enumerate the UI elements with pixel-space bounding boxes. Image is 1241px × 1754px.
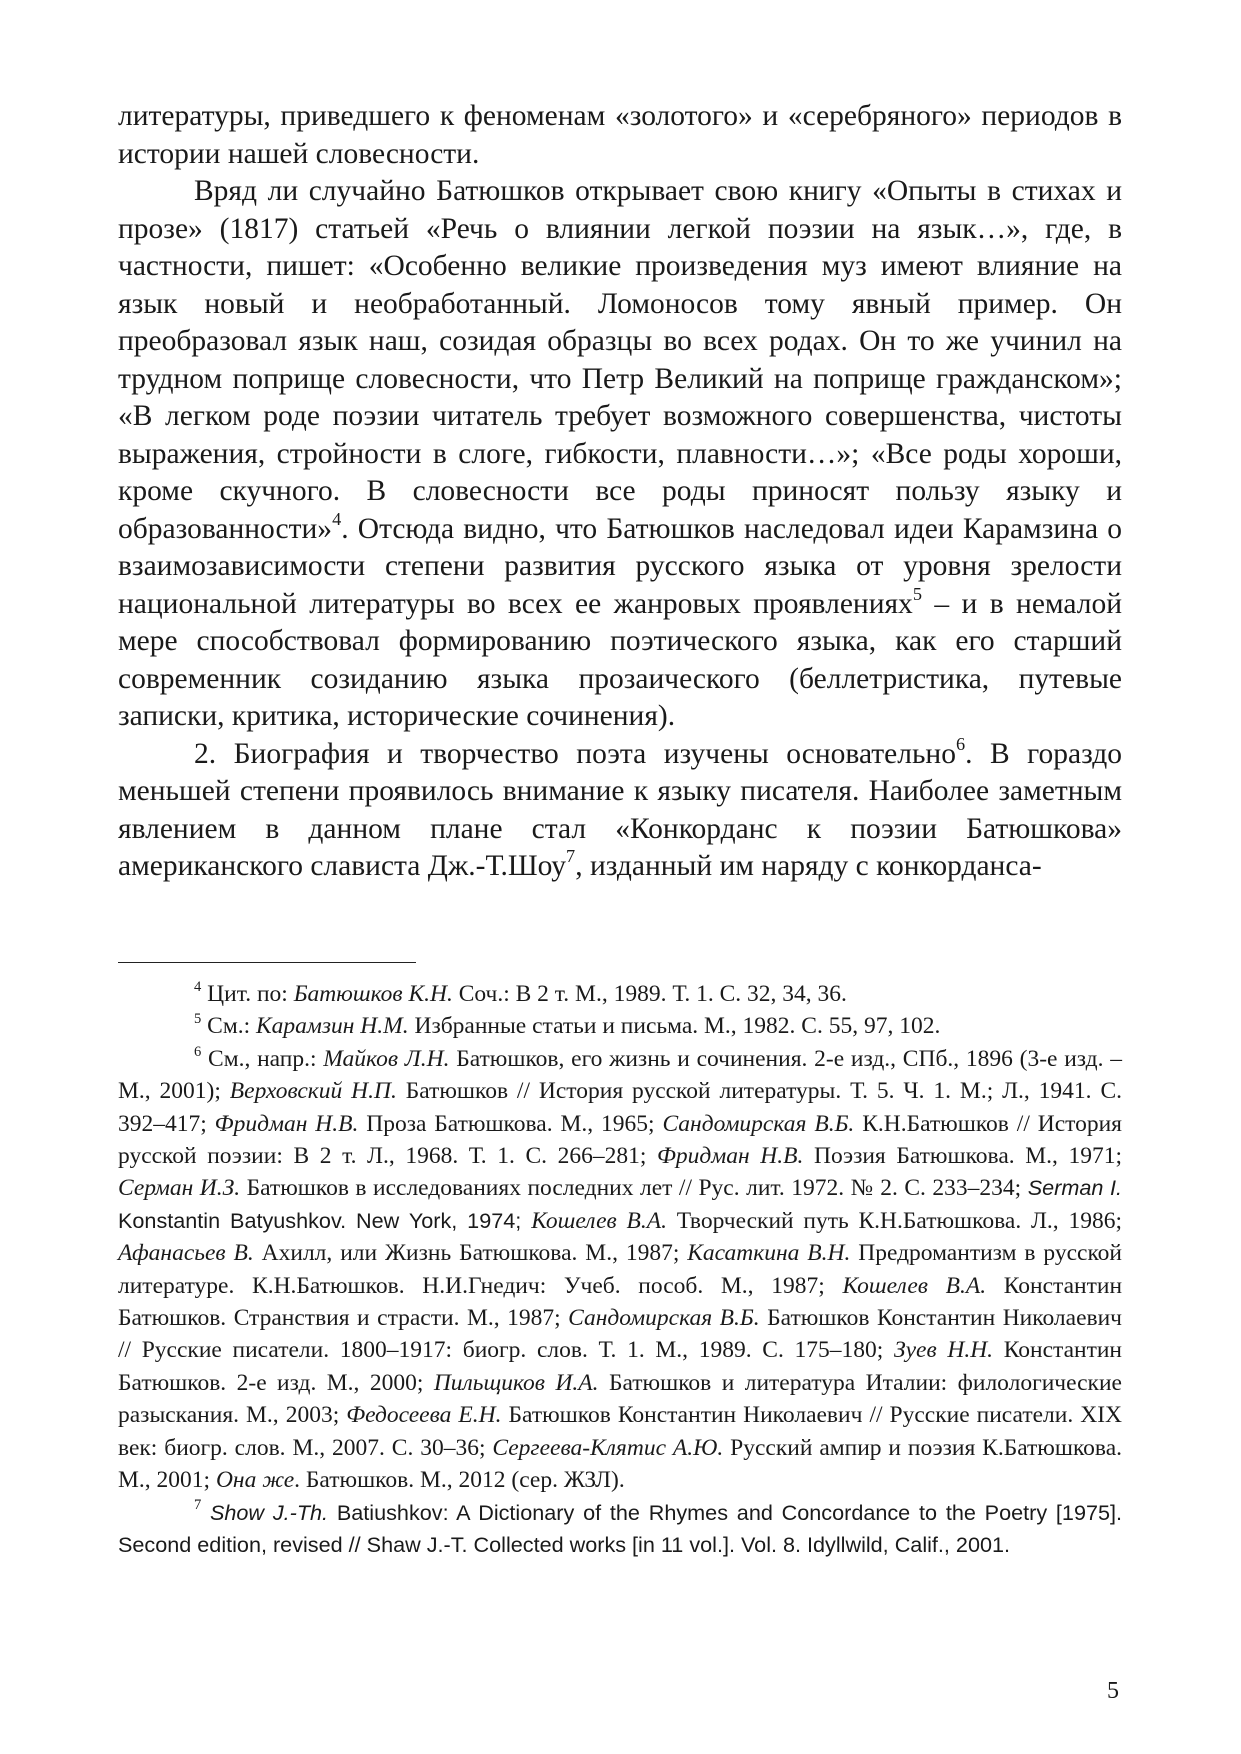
footnote-text: Батюшков, его жизнь и сочинения. 2-е изд., СПб., 1896 (3-е изд. – М., 2001); <box>118 1045 1122 1105</box>
footnote-mark: 6 <box>194 1043 202 1060</box>
footnote-author: Фридман Н.В. <box>657 1143 804 1170</box>
footnote-author: Батюшков К.Н. <box>293 981 453 1007</box>
paragraph-2-text-c: – и в немалой мере способствовал формированию поэтического языка, как его старший современник созиданию языка прозаического (беллетристика, путевые записки, критика, исторические сочинения). <box>118 587 1122 732</box>
footnote-text: Соч.: В 2 т. М., 1989. Т. 1. С. 32, 34, 36. <box>452 981 847 1007</box>
footnote-text: Константин Батюшков. 2-е изд. М., 2000; <box>118 1337 1122 1396</box>
footnote-text: Предромантизм в русской литературе. К.Н.Батюшков. Н.И.Гнедич: Учеб. пособ. М., 1987; <box>118 1240 1122 1299</box>
paragraph-3-text-c: , изданный им наряду с конкорданса- <box>575 850 1042 882</box>
footnote-author: Афанасьев В. <box>118 1240 254 1267</box>
footnote-text: Цит. по: <box>201 981 294 1007</box>
footnote-author: Кошелев В.А. <box>842 1272 987 1299</box>
paragraph-2 <box>118 173 1122 736</box>
footnote-mark: 4 <box>194 978 202 995</box>
footnote-text <box>201 1500 210 1526</box>
paragraph-3-text-a: 2. Биография и творчество поэта изучены основательно <box>194 737 956 770</box>
footnote-text: Батюшков // История русской литературы. Т. 5. Ч. 1. М.; Л., 1941. С. 392–417; <box>118 1078 1122 1137</box>
footnote-author: Верховский Н.П. <box>229 1078 397 1105</box>
footnote-text: Избранные статьи и письма. М., 1982. С. 55, 97, 102. <box>408 1013 941 1040</box>
footnote-text: Батюшков Константин Николаевич // Русские писатели. XIX век: биогр. слов. М., 2007. С. 30–36; <box>118 1402 1123 1461</box>
footnote-author: Федосеева Е.Н. <box>346 1402 502 1429</box>
paragraph-2-text-b: . Отсюда видно, что Батюшков наследовал идеи Карамзина о взаимозависимости степени развития русского языка от уровня зрелости национальной литературы во всех ее жанровых проявлениях <box>118 512 1122 620</box>
footnote-author: Кошелев В.А. <box>531 1207 667 1234</box>
footnote-6 <box>118 1043 1122 1497</box>
paragraph-1-text: литературы, приведшего к феноменам «золотого» и «серебряного» периодов в истории нашей словесности. <box>118 100 1122 170</box>
footnote-author: Серман И.З. <box>118 1175 241 1202</box>
footnote-text: Творческий путь К.Н.Батюшкова. Л., 1986; <box>666 1207 1122 1234</box>
footnote-text: Батюшков в исследованиях последних лет // Рус. лит. 1972. № 2. С. 233–234; <box>240 1175 1028 1202</box>
footnote-mark: 7 <box>194 1497 202 1514</box>
footnote-separator <box>118 962 416 963</box>
footnote-ref-7[interactable]: 7 <box>566 846 576 867</box>
footnote-ref-4[interactable]: 4 <box>332 508 342 529</box>
footnote-text: Batiushkov: A Dictionary of the Rhymes and Concordance to the Poetry [1975]. Second edition, revised // Shaw J.-T. Collected works [in 11 vol.]. Vol. 8. Idyllwild, Calif., 2001. <box>118 1499 1123 1557</box>
footnote-author: Она же <box>215 1467 295 1494</box>
footnote-ref-5[interactable]: 5 <box>912 583 922 604</box>
paragraph-2-text-a: Вряд ли случайно Батюшков открывает свою книгу «Опыты в стихах и прозе» (1817) статьей «Речь о влиянии легкой поэзии на язык…», где, в частности, пишет: «Особенно великие произведения муз имеют влияние на язык новый и необработанный. Ломоносов тому явный пример. Он преобразовал язык наш, созидая образцы во всех родах. Он то же учинил на трудном поприще словесности, что Петр Великий на поприще гражданском»; «В легком роде поэзии читатель требует возможного совершенства, чистоты выражения, стройности в слоге, гибкости, плавности…»; «Все роды хороши, кроме скучного. В словесности все роды приносят пользу языку и образованности» <box>118 175 1122 545</box>
footnotes <box>118 978 1122 1561</box>
footnote-author: Сергеева-Клятис А.Ю. <box>492 1434 724 1461</box>
footnote-7 <box>118 1497 1122 1562</box>
footnote-author: Serman I. <box>1027 1175 1122 1201</box>
paragraph-1 <box>118 98 1122 173</box>
footnote-author: Сандомирская В.Б. <box>662 1110 855 1137</box>
footnote-text: Русский ампир и поэзия К.Батюшкова. М., 2001; <box>118 1434 1123 1494</box>
footnote-text: Батюшков и литература Италии: филологические разыскания. М., 2003; <box>118 1369 1122 1429</box>
footnote-mark: 5 <box>194 1011 202 1028</box>
footnote-5 <box>118 1010 1122 1042</box>
footnote-4 <box>118 978 1122 1010</box>
footnote-text: Константин Батюшков. Странствия и страсти. М., 1987; <box>118 1272 1123 1332</box>
footnote-author: Сандомирская В.Б. <box>568 1305 760 1332</box>
footnote-text: Konstantin Batyushkov. New York, 1974; <box>118 1207 532 1233</box>
footnote-text: К.Н.Батюшков // История русской поэзии: В 2 т. Л., 1968. Т. 1. С. 266–281; <box>118 1110 1122 1170</box>
body-text <box>118 98 1122 886</box>
footnote-author: Карамзин Н.М. <box>255 1013 409 1040</box>
footnote-author: Зуев Н.Н. <box>893 1337 994 1364</box>
footnote-text: См., напр.: <box>201 1045 324 1072</box>
footnote-ref-6[interactable]: 6 <box>955 733 966 754</box>
footnote-author: Майков Л.Н. <box>323 1045 450 1072</box>
footnote-text: Ахилл, или Жизнь Батюшкова. М., 1987; <box>253 1240 688 1267</box>
paragraph-3 <box>118 733 1123 886</box>
footnote-text: Батюшков Константин Николаевич // Русские писатели. 1800–1917: биогр. слов. Т. 1. М., 1989. С. 175–180; <box>118 1305 1122 1364</box>
footnote-text: . Батюшков. М., 2012 (сер. ЖЗЛ). <box>294 1467 625 1494</box>
page-number: 5 <box>1107 1678 1119 1704</box>
footnote-text: См.: <box>201 1013 256 1040</box>
footnote-author: Show J.-Th. <box>209 1499 329 1525</box>
footnote-author: Касаткина В.Н. <box>687 1240 851 1267</box>
footnote-author: Пильщиков И.А. <box>433 1369 599 1396</box>
paragraph-3-text-b: . В гораздо меньшей степени проявилось внимание к языку писателя. Наиболее заметным явлением в данном плане стал «Конкорданс к поэзии Батюшкова» американского слависта Дж.-Т.Шоу <box>118 737 1123 882</box>
footnote-text: Поэзия Батюшкова. М., 1971; <box>803 1143 1122 1170</box>
footnote-text: Проза Батюшкова. М., 1965; <box>358 1110 663 1137</box>
footnote-author: Фридман Н.В. <box>214 1110 359 1137</box>
